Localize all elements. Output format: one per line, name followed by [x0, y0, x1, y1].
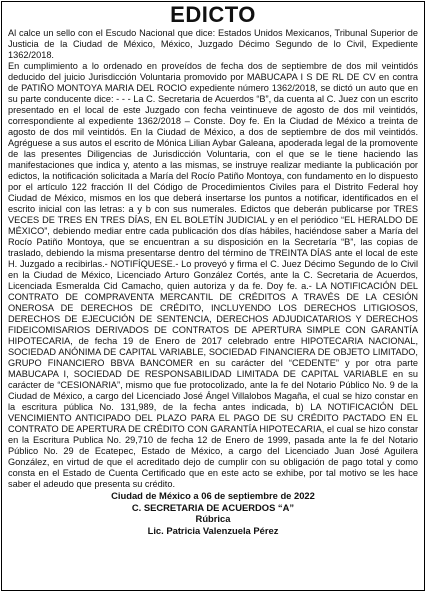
signature-name: Lic. Patricia Valenzuela Pérez — [147, 524, 279, 536]
edict-notice — [1, 1, 425, 591]
paragraph-seal: Al calce un sello con el Escudo Nacional que dice: Estados Unidos Mexicanos, Tribunal Superior de Justicia de la Ciudad de México, México, Juzgado Décimo Segundo de lo Civil, Expediente 1362/2018. — [8, 28, 418, 60]
signature-place-date: Ciudad de México a 06 de septiembre de 2022 — [111, 490, 315, 501]
paragraph-main: En cumplimiento a lo ordenado en proveídos de fecha dos de septiembre de dos mil veintidós deducido del juicio Jurisdicción Voluntaria promovido por MABUCAPA I S DE RL DE CV en contra de PATIÑO MONTOYA MARIA DEL ROCIO expediente número 1362/2018, se dictó un auto que en su parte conducente dice: - - - La C. Secretaria de Acuerdos “B”, da cuenta al C. Juez con un escrito presentado en el local de este Juzgado con fecha veintinueve de agosto de dos mil veintidós, correspondiente al expediente 1362/2018 – Conste. Doy fe. En la Ciudad de México a treinta de agosto de dos mil veintidós. En la Ciudad de México, a dos de septiembre de dos mil veintidós. Agréguese a sus autos el escrito de Mónica Lilian Aybar Galeana, apoderada legal de la promovente de las presentes Diligencias de Jurisdicción Voluntaria, con el que se le tiene haciendo las manifestaciones que indica y, atento a las mismas, se instruye realizar mediante la publicación por edictos, la notificación solicitada a María del Rocío Patiño Montoya, con fundamento en lo dispuesto por el artículo 122 fracción II del Código de Procedimientos Civiles para el Distrito Federal hoy Ciudad de México, mismos en los que deberá insertarse los puntos a notificar, identificados en el escrito inicial con las letras: a y b con sus numerales. Edictos que deberán publicarse por TRES VECES DE TRES EN TRES DÍAS, EN EL BOLETÍN JUDICIAL y en el periódico “EL HERALDO DE MÉXICO”, debiendo mediar entre cada publicación dos días hábiles, haciéndose saber a María del Rocío Patiño Montoya, que se encuentran a su disposición en la Secretaría “B”, las copias de traslado, debiendo la misma presentarse dentro del término de TREINTA DÍAS ante el local de este H. Juzgado a recibirlas.- NOTIFÍQUESE.- Lo proveyó y firma el C. Juez Décimo Segundo de lo Civil en la Ciudad de México, Licenciado Arturo González Cortés, ante la C. Secretaria de Acuerdos, Licenciada Esmeralda Cid Camacho, quien autoriza y da fe. Doy fe. a.- LA NOTIFICACIÓN DEL CONTRATO DE COMPRAVENTA MERCANTIL DE CRÉDITOS A TRAVÉS DE LA CESIÓN ONEROSA DE DERECHOS DE CRÉDITO, INCLUYENDO LOS DERECHOS LITIGIOSOS, DERECHOS DE EJECUCIÓN DE SENTENCIA, DERECHOS ADJUDICATARIOS Y DERECHOS FIDEICOMISARIOS DERIVADOS DE CONTRATOS DE APERTURA SIMPLE CON GARANTÍA HIPOTECARIA, de fecha 19 de Enero de 2017 celebrado entre HIPOTECARIA NACIONAL, SOCIEDAD ANÓNIMA DE CAPITAL VARIABLE, SOCIEDAD FINANCIERA DE OBJETO LIMITADO, GRUPO FINANCIERO BBVA BANCOMER en su carácter del “CEDENTE” y por otra parte MABUCAPA I, SOCIEDAD DE RESPONSABILIDAD LIMITADA DE CAPITAL VARIABLE en su carácter de “CESIONARIA”, mismo que fue protocolizado, ante la fe del Notario Público No. 9 de la Ciudad de México, a cargo del Licenciado José Ángel Villalobos Magaña, el cual se hizo constar en la escritura pública No. 131,989, de la fecha antes indicada, b) LA NOTIFICACIÓN DEL VENCIMIENTO ANTICIPADO DEL PLAZO PARA EL PAGO DE SU CRÉDITO PACTADO EN EL CONTRATO DE APERTURA DE CRÉDITO CON GARANTÍA HIPOTECARIA, el cual se hizo constar en la Escritura Publica No. 29,710 de fecha 12 de Enero de 1999, pasada ante la fe del Notario Público No. 29 de Ecatepec, Estado de México, a cargo del Licenciado Juan José Aguilera González, en virtud de que el acreditado dejo de cumplir con su obligación de pago total y como consta en el Estado de Cuenta Certificado que en este acto se exhibe, por tal motivo se les hace saber el adeudo que presenta su crédito. — [8, 61, 418, 489]
signature-block — [8, 490, 418, 536]
notice-body — [8, 28, 418, 490]
signature-office: C. SECRETARIA DE ACUERDOS “A” — [131, 501, 295, 513]
signature-rubrica: Rúbrica — [195, 513, 231, 525]
notice-title: EDICTO — [170, 2, 256, 27]
